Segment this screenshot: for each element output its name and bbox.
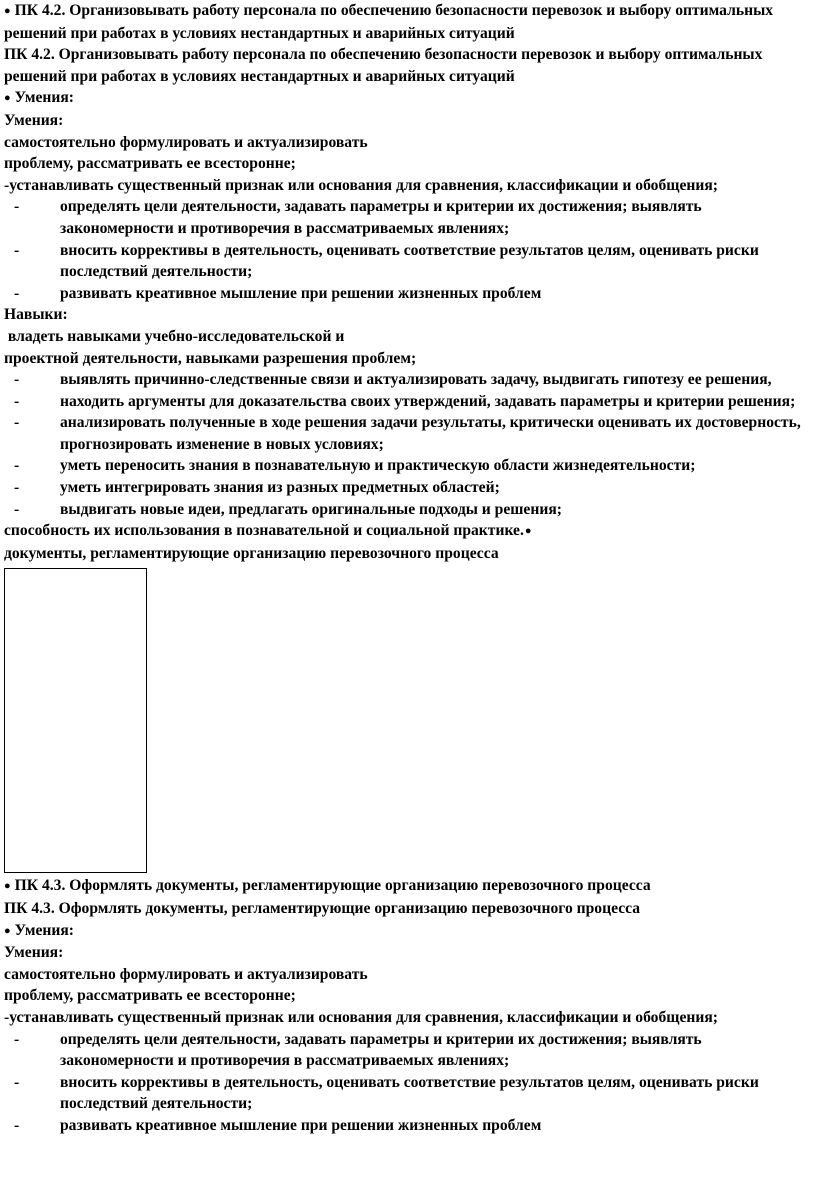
section2-skills-line3: -устанавливать существенный признак или основания для сравнения, классификации и обобщения;	[4, 1009, 718, 1026]
dash-marker: -	[14, 479, 20, 497]
section1-skills-label: Умения:	[4, 111, 64, 129]
section2-heading-bulleted: ● ПК 4.3. Оформлять документы, регламентирующие организацию перевозочного процесса	[4, 877, 651, 895]
section1-skills-line2: проблему, рассматривать ее всесторонне;	[4, 155, 296, 173]
list-item: - развивать креативное мышление при решении жизненных проблем	[4, 1115, 812, 1137]
dash-marker: -	[14, 1073, 20, 1091]
list-item: - вносить коррективы в деятельность, оценивать соответствие результатов целям, оценивать риски последствий деятельности;	[14, 1073, 759, 1113]
section2-skills-label: Умения:	[4, 944, 64, 962]
empty-image-frame	[4, 568, 147, 873]
dash-marker: -	[14, 457, 20, 475]
section1-skills-line1: самостоятельно формулировать и актуализировать	[4, 133, 368, 151]
list-item: - уметь переносить знания в познавательную и практическую области жизнедеятельности;	[4, 455, 812, 477]
section1-habits-line2: проектной деятельности, навыками разрешения проблем;	[4, 349, 417, 367]
list-item: - анализировать полученные в ходе решения задачи результаты, критически оценивать их достоверность, прогнозировать изменение в новых условиях;	[14, 414, 801, 453]
list-item: - определять цели деятельности, задавать параметры и критерии их достижения; выявлять закономерности и противоречия в рассматриваемых явлениях;	[14, 1030, 702, 1070]
bullet-icon: ●	[4, 92, 11, 105]
list-item: - уметь интегрировать знания из разных предметных областей;	[4, 477, 812, 499]
section1-closing-line2: документы, регламентирующие организацию перевозочного процесса	[4, 544, 499, 562]
section2-skills-label-bulleted: ● Умения:	[4, 921, 74, 939]
section2-heading: ПК 4.3. Оформлять документы, регламентирующие организацию перевозочного процесса	[4, 900, 641, 918]
section1-closing-line: способность их использования в познавательной и социальной практике.●	[4, 522, 532, 540]
dash-marker: -	[14, 392, 20, 410]
bullet-icon: ●	[4, 5, 11, 17]
list-item: - выявлять причинно-следственные связи и актуализировать задачу, выдвигать гипотезу ее решения,	[4, 369, 812, 391]
bullet-icon: ●	[4, 880, 11, 893]
dash-marker: -	[14, 500, 20, 518]
list-item: - находить аргументы для доказательства своих утверждений, задавать параметры и критерии решения;	[4, 391, 812, 413]
section1-skills-line3: -устанавливать существенный признак или основания для сравнения, классификации и обобщения;	[4, 176, 718, 194]
list-item: - развивать креативное мышление при решении жизненных проблем	[4, 283, 812, 305]
dash-marker: -	[14, 198, 20, 216]
section1-heading: ПК 4.2. Организовывать работу персонала по обеспечению безопасности перевозок и выбору оптимальных решений при работах в условиях нестандартных и аварийных ситуаций	[4, 46, 763, 85]
section2-skills-line2: проблему, рассматривать ее всесторонне;	[4, 987, 296, 1005]
section2-skills-line1: самостоятельно формулировать и актуализировать	[4, 965, 368, 983]
section1-heading-bulleted: ● ПК 4.2. Организовывать работу персонала по обеспечению безопасности перевозок и выбору оптимальных решений при работах в условиях нестандартных и аварийных ситуаций	[4, 2, 774, 42]
section1-habits-label: Навыки:	[4, 306, 68, 324]
bullet-icon: ●	[524, 525, 532, 538]
section1-skills-label-bulleted: ● Умения:	[4, 89, 74, 107]
list-item: - выдвигать новые идеи, предлагать оригинальные подходы и решения;	[4, 499, 812, 521]
dash-marker: -	[14, 414, 20, 432]
dash-marker: -	[14, 241, 20, 259]
dash-marker: -	[14, 371, 20, 389]
list-item: - вносить коррективы в деятельность, оценивать соответствие результатов целям, оценивать риски последствий деятельности;	[14, 241, 759, 281]
bullet-icon: ●	[4, 924, 11, 937]
list-item: - определять цели деятельности, задавать параметры и критерии их достижения; выявлять закономерности и противоречия в рассматриваемых явлениях;	[14, 198, 702, 237]
dash-marker: -	[14, 1030, 20, 1048]
section1-habits-line1: владеть навыками учебно-исследовательской и	[4, 327, 345, 345]
dash-marker: -	[14, 1116, 20, 1134]
dash-marker: -	[14, 284, 20, 302]
